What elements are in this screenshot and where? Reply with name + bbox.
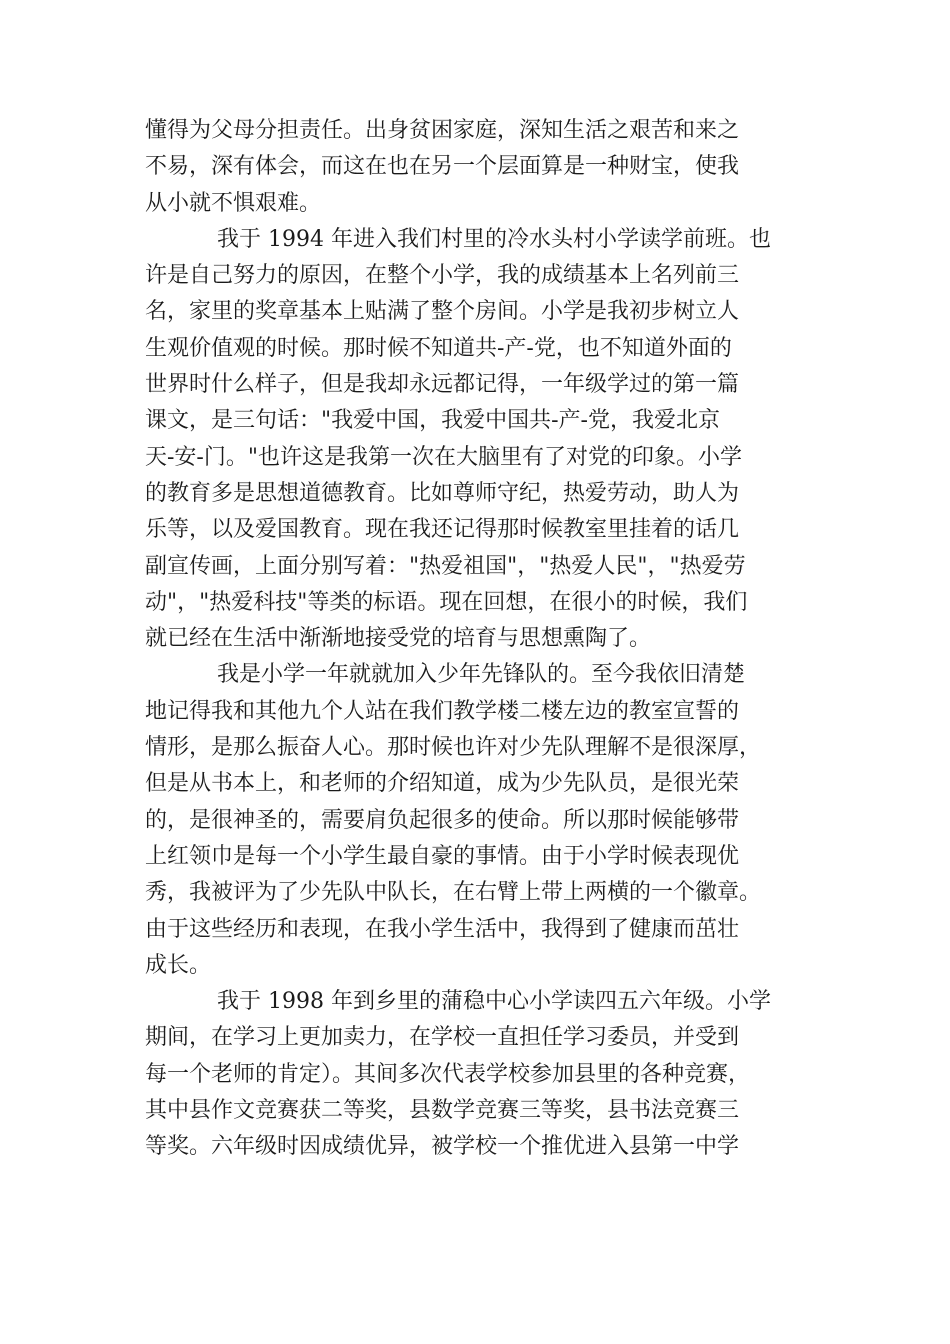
text-line: 乐等，以及爱国教育。现在我还记得那时候教室里挂着的话几: [145, 517, 740, 543]
text-line: 生观价值观的时候。那时候不知道共-产-党，也不知道外面的: [145, 335, 732, 361]
paragraph-1: [145, 113, 805, 222]
text-line: 但是从书本上，和老师的介绍知道，成为少先队员，是很光荣: [145, 771, 740, 797]
text-line: 上红领巾是每一个小学生最自豪的事情。由于小学时候表现优: [145, 843, 740, 869]
text-line: 的教育多是思想道德教育。比如尊师守纪，热爱劳动，助人为: [145, 480, 740, 506]
text-line: 课文，是三句话："我爱中国，我爱中国共-产-党，我爱北京: [145, 408, 720, 434]
text-line: 懂得为父母分担责任。出身贫困家庭，深知生活之艰苦和来之: [145, 118, 740, 143]
text-line: 我于 1998 年到乡里的蒲稳中心小学读四五六年级。小学: [217, 989, 771, 1015]
paragraph-4: [145, 984, 805, 1165]
text-line: 的，是很神圣的，需要肩负起很多的使命。所以那时候能够带: [145, 807, 740, 833]
text-line: 不易，深有体会，而这在也在另一个层面算是一种财宝，使我: [145, 154, 740, 180]
body-text: [145, 113, 805, 1166]
text-line: 副宣传画，上面分别写着："热爱祖国"，"热爱人民"，"热爱劳: [145, 553, 746, 579]
text-line: 其中县作文竞赛获二等奖，县数学竞赛三等奖，县书法竞赛三: [145, 1098, 740, 1124]
paragraph-3: [145, 657, 805, 984]
text-line: 名，家里的奖章基本上贴满了整个房间。小学是我初步树立人: [145, 299, 740, 325]
text-line: 等奖。六年级时因成绩优异，被学校一个推优进入县第一中学: [145, 1134, 740, 1160]
text-line: 从小就不惧艰难。: [145, 190, 322, 216]
text-line: 我于 1994 年进入我们村里的冷水头村小学读学前班。也: [217, 226, 771, 252]
text-line: 天-安-门。"也许这是我第一次在大脑里有了对党的印象。小学: [145, 444, 742, 470]
text-line: 动"，"热爱科技"等类的标语。现在回想，在很小的时候，我们: [145, 589, 748, 615]
text-line: 成长。: [145, 952, 212, 978]
paragraph-2: [145, 222, 805, 658]
text-line: 世界时什么样子，但是我却永远都记得，一年级学过的第一篇: [145, 372, 740, 398]
text-line: 地记得我和其他九个人站在我们教学楼二楼左边的教室宣誓的: [145, 698, 740, 724]
text-line: 期间，在学习上更加卖力，在学校一直担任学习委员，并受到: [145, 1025, 740, 1051]
text-line: 我是小学一年就就加入少年先锋队的。至今我依旧清楚: [217, 662, 746, 688]
text-line: 情形，是那么振奋人心。那时候也许对少先队理解不是很深厚，: [145, 735, 762, 761]
text-line: 每一个老师的肯定）。其间多次代表学校参加县里的各种竞赛，: [145, 1061, 751, 1087]
text-line: 由于这些经历和表现，在我小学生活中，我得到了健康而茁壮: [145, 916, 740, 942]
text-line: 许是自己努力的原因，在整个小学，我的成绩基本上名列前三: [145, 263, 740, 289]
text-line: 就已经在生活中渐渐地接受党的培育与思想熏陶了。: [145, 626, 652, 652]
text-line: 秀，我被评为了少先队中队长，在右臂上带上两横的一个徽章。: [145, 880, 762, 906]
